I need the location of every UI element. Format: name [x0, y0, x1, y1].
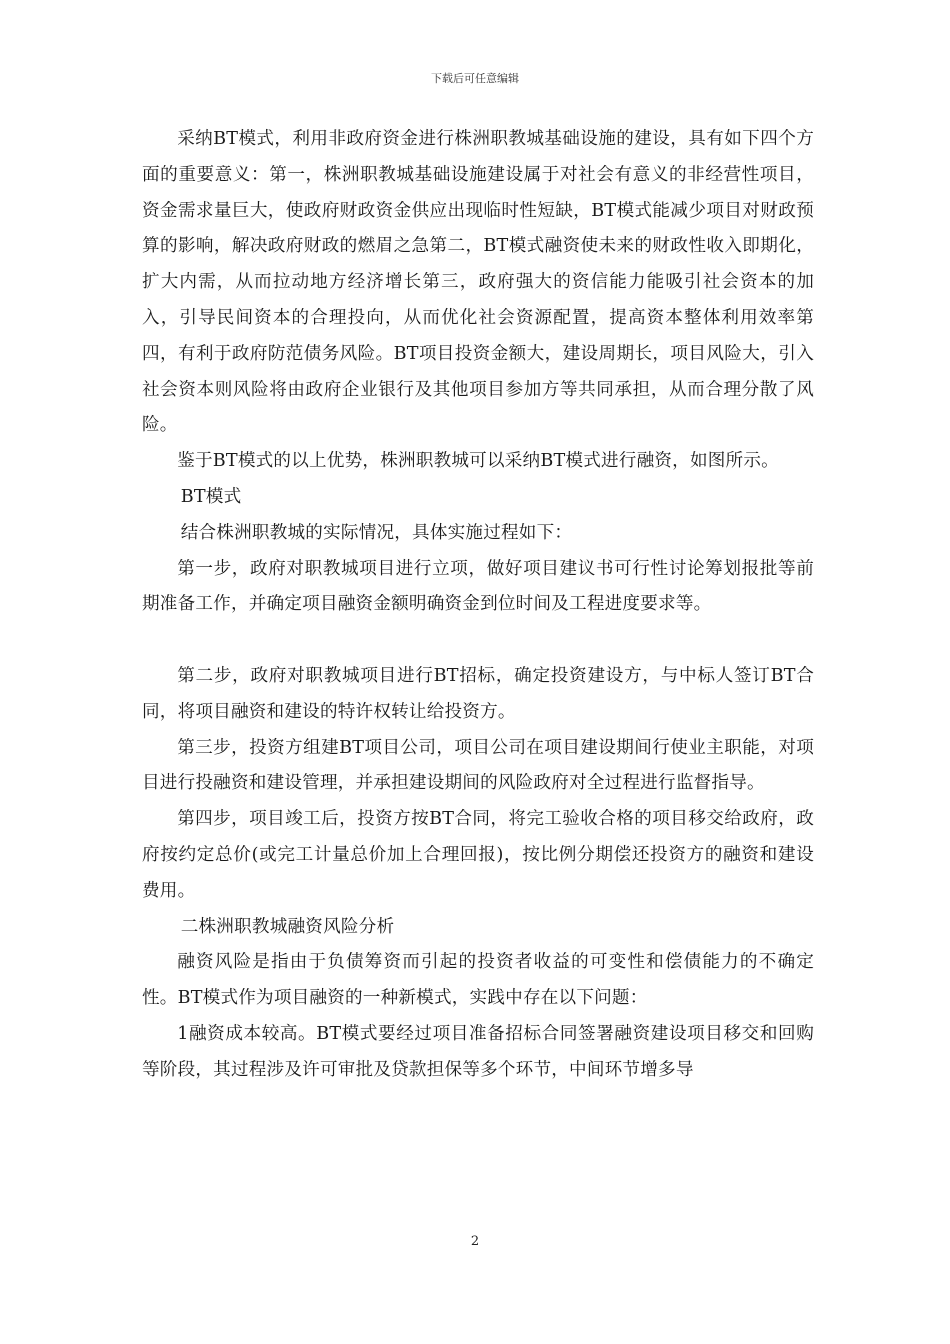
paragraph-bt-advantage: 鉴于BT模式的以上优势，株洲职教城可以采纳BT模式进行融资，如图所示。: [177, 451, 779, 472]
paragraph-step-two: 第二步，政府对职教城项目进行BT招标，确定投资建设方，与中标人签订BT合同，将项目融资和建设的特许权转让给投资方。: [142, 665, 814, 722]
paragraph-risk-definition: 融资风险是指由于负债筹资而引起的投资者收益的可变性和偿债能力的不确定性。BT模式作为项目融资的一种新模式，实践中存在以下问题：: [142, 952, 814, 1009]
paragraph-risk-item-1: 1融资成本较高。BT模式要经过项目准备招标合同签署融资建设项目移交和回购等阶段，其过程涉及许可审批及贷款担保等多个环节，中间环节增多导: [142, 1023, 814, 1080]
paragraph-step-three: 第三步，投资方组建BT项目公司，项目公司在项目建设期间行使业主职能，对项目进行投融资和建设管理，并承担建设期间的风险政府对全过程进行监督指导。: [142, 737, 814, 794]
section-heading-risk-analysis: 二株洲职教城融资风险分析: [180, 916, 395, 937]
page-header: 下载后可任意编辑: [431, 72, 519, 85]
paragraph-bt-significance: 采纳BT模式，利用非政府资金进行株洲职教城基础设施的建设，具有如下四个方面的重要意义：第一，株洲职教城基础设施建设属于对社会有意义的非经营性项目，资金需求量巨大，使政府财政资金供应出现临时性短缺，BT模式能减少项目对财政预算的影响，解决政府财政的燃眉之急第二，BT模式融资使未来的财政性收入即期化，扩大内需，从而拉动地方经济增长第三，政府强大的资信能力能吸引社会资本的加入，引导民间资本的合理投向，从而优化社会资源配置，提高资本整体利用效率第四，有利于政府防范债务风险。BT项目投资金额大，建设周期长，项目风险大，引入社会资本则风险将由政府企业银行及其他项目参加方等共同承担，从而合理分散了风险。: [142, 129, 814, 436]
document-body: [142, 122, 814, 1089]
paragraph-implementation-intro: 结合株洲职教城的实际情况，具体实施过程如下：: [180, 522, 573, 543]
paragraph-step-one: 第一步，政府对职教城项目进行立项，做好项目建议书可行性讨论筹划报批等前期准备工作，并确定项目融资金额明确资金到位时间及工程进度要求等。: [142, 558, 814, 615]
page-number: 2: [470, 1234, 480, 1249]
paragraph-step-four: 第四步，项目竣工后，投资方按BT合同，将完工验收合格的项目移交给政府，政府按约定总价(或完工计量总价加上合理回报)，按比例分期偿还投资方的融资和建设费用。: [142, 809, 814, 901]
figure-caption-bt-mode: BT模式: [180, 486, 242, 507]
